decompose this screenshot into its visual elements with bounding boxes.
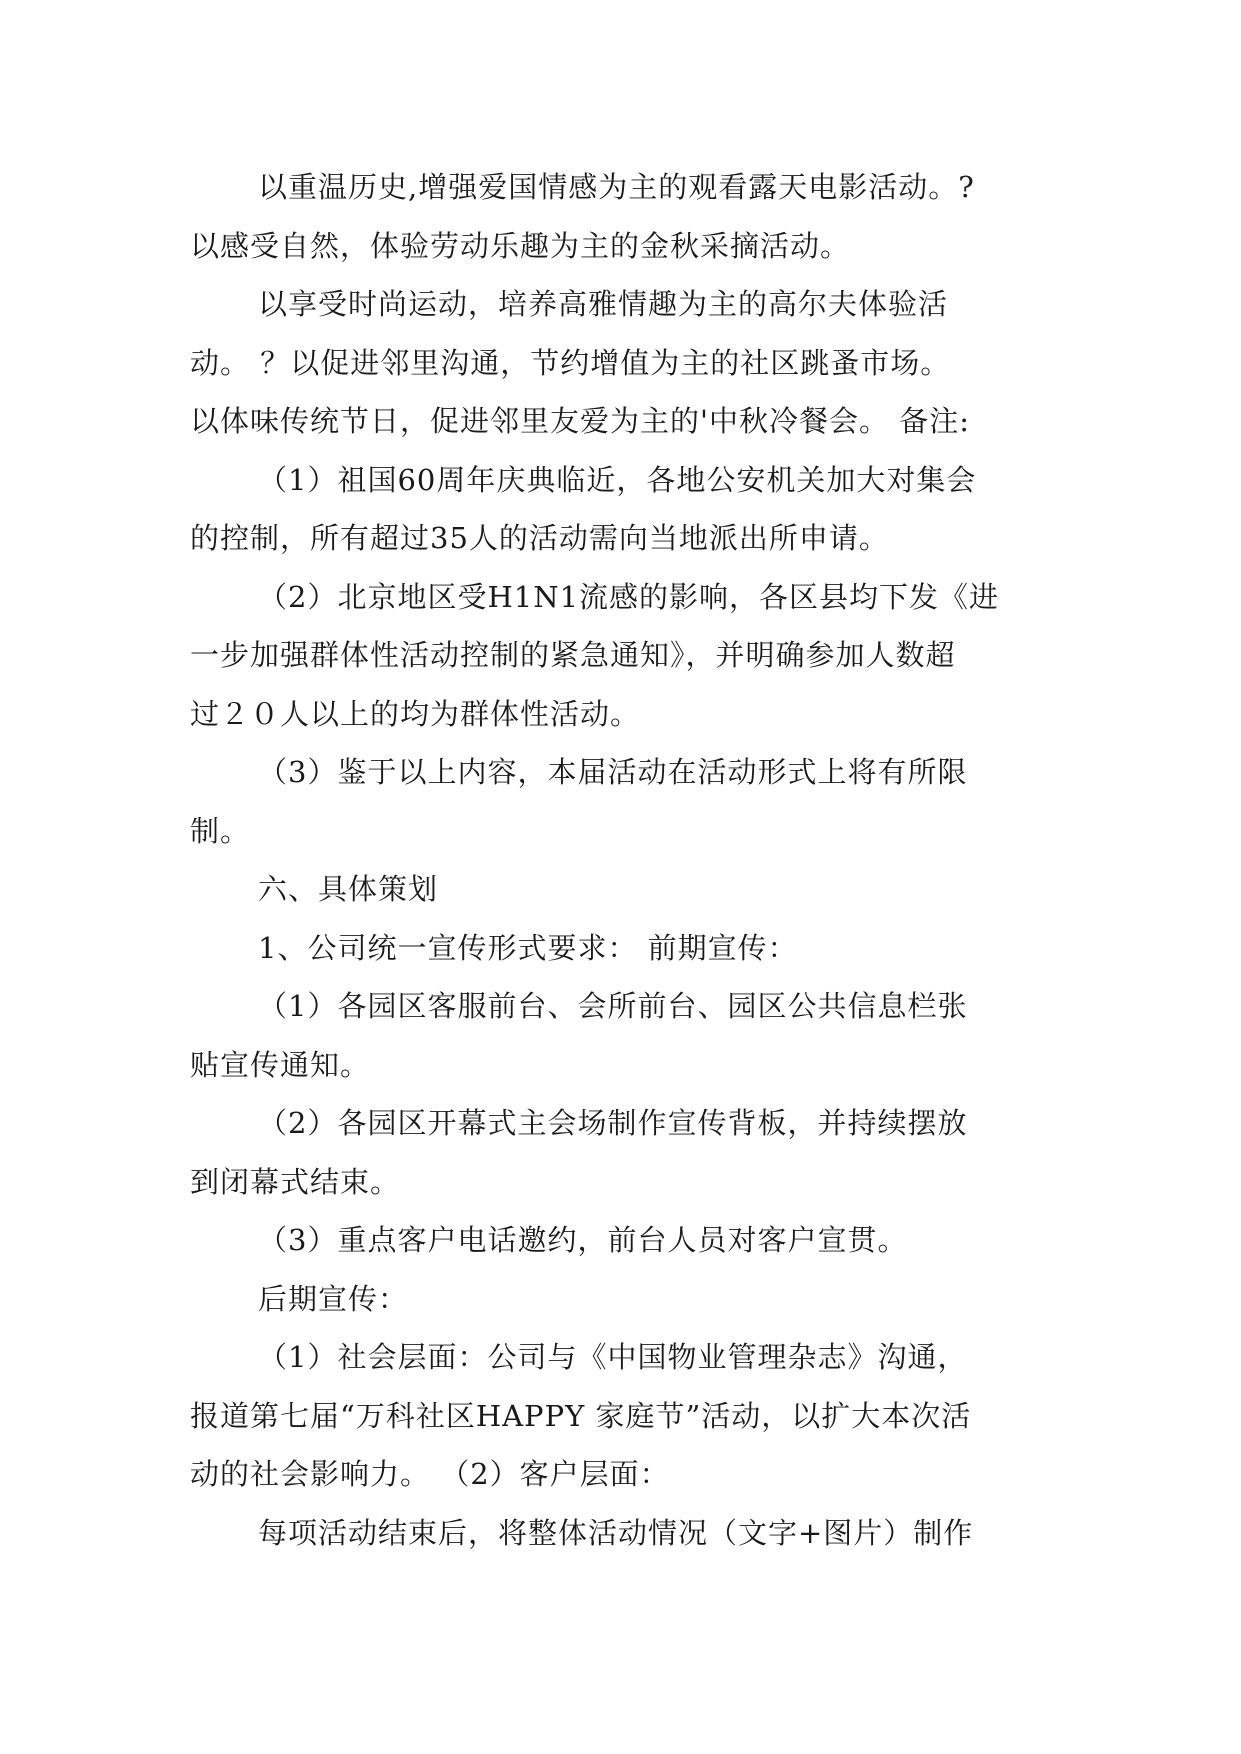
text-line: 以重温历史,增强爱国情感为主的观看露天电影活动。?: [258, 170, 975, 204]
text-line: （1）各园区客服前台、会所前台、园区公共信息栏张: [258, 989, 968, 1023]
text-line: 的控制，所有超过35人的活动需向当地派出所申请。: [190, 521, 889, 555]
text-line: 一步加强群体性活动控制的紧急通知》，并明确参加人数超: [190, 638, 956, 672]
text-line: 到闭幕式结束。: [190, 1164, 401, 1199]
text-line: 动的社会影响力。 （2）客户层面：: [190, 1457, 670, 1491]
document-body: [190, 158, 1050, 1562]
text-line: （3）鉴于以上内容，本届活动在活动形式上将有所限: [258, 755, 968, 789]
text-line: 报道第七届“万科社区HAPPY 家庭节”活动，以扩大本次活: [190, 1398, 972, 1433]
text-line: 制。: [190, 813, 251, 848]
text-line: 每项活动结束后，将整体活动情况（文字+图片）制作: [258, 1515, 974, 1550]
text-line: 贴宣传通知。: [190, 1047, 371, 1082]
text-line: 以享受时尚运动，培养高雅情趣为主的高尔夫体验活: [258, 287, 949, 321]
text-line: （3）重点客户电话邀约，前台人员对客户宣贯。: [258, 1223, 908, 1257]
text-line: 后期宣传：: [258, 1281, 409, 1316]
text-line: 以感受自然，体验劳动乐趣为主的金秋采摘活动。: [190, 228, 851, 263]
text-line: （2）北京地区受H1N1流感的影响，各区县均下发《进: [258, 579, 1000, 614]
text-line: （1）祖国60周年庆典临近，各地公安机关加大对集会: [258, 462, 977, 497]
text-line: 六、具体策划: [258, 872, 439, 906]
text-line: 1、公司统一宣传形式要求： 前期宣传：: [258, 930, 798, 965]
text-line: 过２０人以上的均为群体性活动。: [190, 696, 641, 731]
text-line: （2）各园区开幕式主会场制作宣传背板，并持续摆放: [258, 1106, 968, 1140]
text-line: 以体味传统节日，促进邻里友爱为主的'中秋冷餐会。 备注:: [190, 404, 970, 438]
text-line: 动。 ？以促进邻里沟通，节约增值为主的社区跳蚤市场。: [190, 345, 951, 380]
text-line: （1）社会层面：公司与《中国物业管理杂志》沟通，: [258, 1340, 968, 1374]
